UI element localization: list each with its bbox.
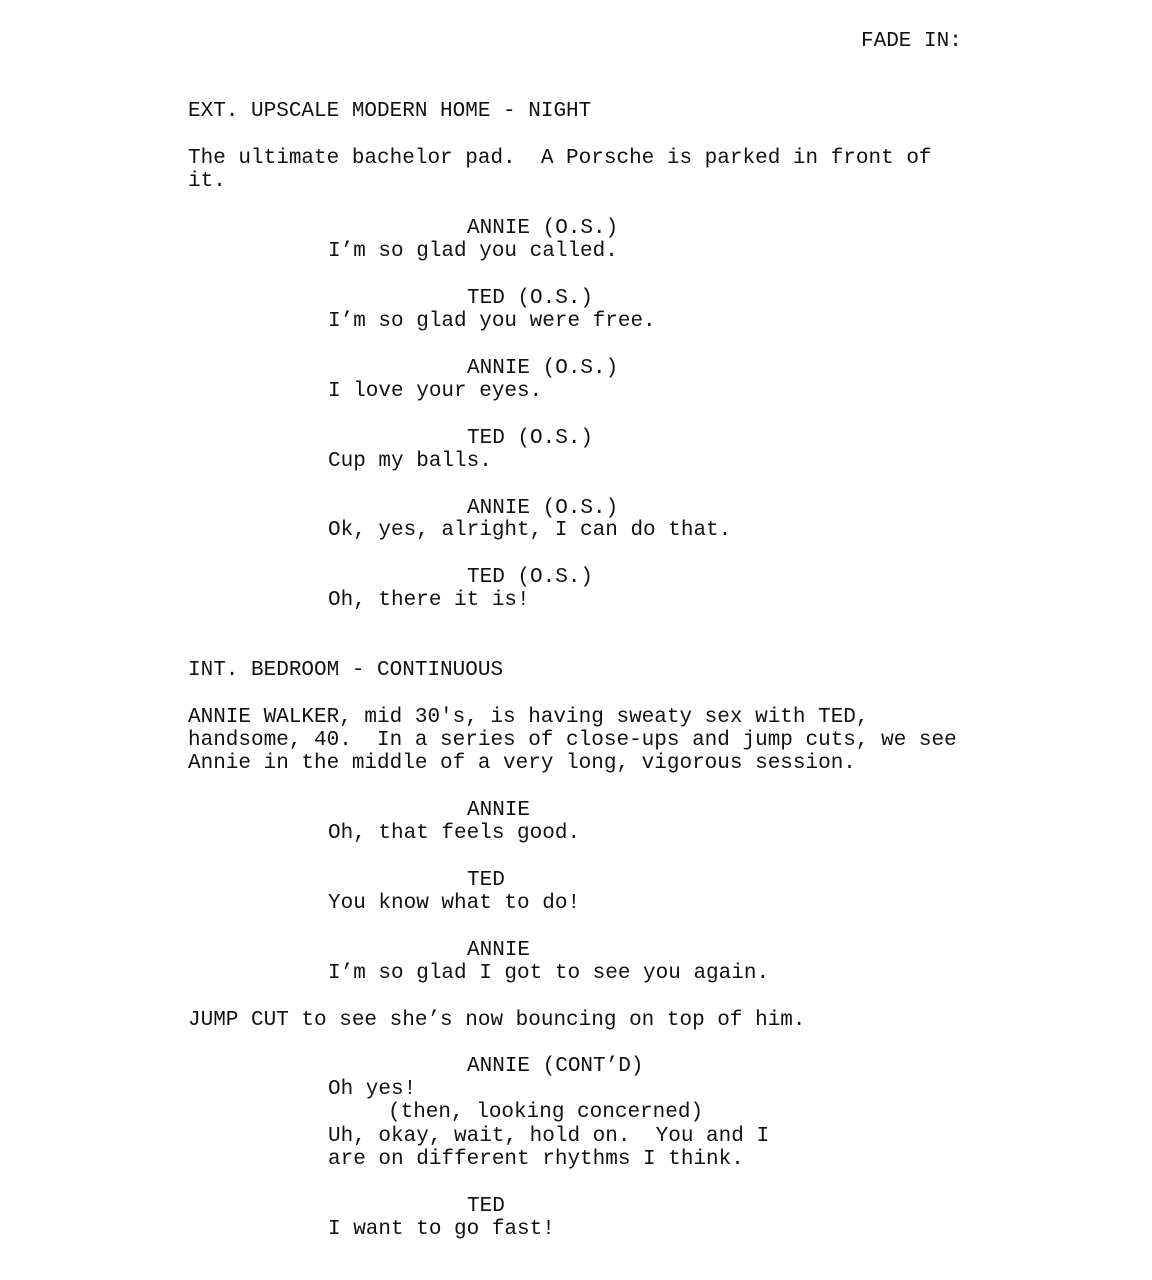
action-line: handsome, 40. In a series of close-ups and jump cuts, we see bbox=[188, 729, 957, 752]
character-name: ANNIE (CONT’D) bbox=[467, 1055, 644, 1078]
character-name: ANNIE (O.S.) bbox=[467, 357, 619, 380]
transition-fade-in: FADE IN: bbox=[861, 30, 962, 53]
scene-heading-int-bedroom: INT. BEDROOM - CONTINUOUS bbox=[188, 659, 504, 682]
dialogue-line: Ok, yes, alright, I can do that. bbox=[328, 519, 732, 542]
character-name: ANNIE (O.S.) bbox=[467, 217, 619, 240]
dialogue-line: Cup my balls. bbox=[328, 450, 492, 473]
dialogue-line: are on different rhythms I think. bbox=[328, 1148, 744, 1171]
dialogue-line: I’m so glad you were free. bbox=[328, 310, 656, 333]
parenthetical: (then, looking concerned) bbox=[388, 1101, 704, 1124]
dialogue-line: Oh yes! bbox=[328, 1078, 417, 1101]
character-name: TED bbox=[467, 1195, 505, 1218]
dialogue-line: Uh, okay, wait, hold on. You and I bbox=[328, 1125, 770, 1148]
character-name: TED (O.S.) bbox=[467, 566, 594, 589]
character-name: TED bbox=[467, 869, 505, 892]
scene-heading-ext-home: EXT. UPSCALE MODERN HOME - NIGHT bbox=[188, 100, 592, 123]
action-line: Annie in the middle of a very long, vigorous session. bbox=[188, 752, 856, 775]
character-name: TED (O.S.) bbox=[467, 427, 594, 450]
dialogue-line: Oh, that feels good. bbox=[328, 822, 581, 845]
dialogue-line: I want to go fast! bbox=[328, 1218, 555, 1241]
dialogue-line: Oh, there it is! bbox=[328, 589, 530, 612]
action-line: JUMP CUT to see she’s now bouncing on top of him. bbox=[188, 1009, 806, 1032]
dialogue-line: I’m so glad I got to see you again. bbox=[328, 962, 770, 985]
dialogue-line: You know what to do! bbox=[328, 892, 581, 915]
dialogue-line: I love your eyes. bbox=[328, 380, 543, 403]
character-name: TED (O.S.) bbox=[467, 287, 594, 310]
character-name: ANNIE (O.S.) bbox=[467, 497, 619, 520]
action-line: it. bbox=[188, 170, 226, 193]
character-name: ANNIE bbox=[467, 939, 531, 962]
action-line: The ultimate bachelor pad. A Porsche is parked in front of bbox=[188, 147, 932, 170]
character-name: ANNIE bbox=[467, 799, 531, 822]
action-line: ANNIE WALKER, mid 30's, is having sweaty sex with TED, bbox=[188, 706, 869, 729]
dialogue-line: I’m so glad you called. bbox=[328, 240, 618, 263]
